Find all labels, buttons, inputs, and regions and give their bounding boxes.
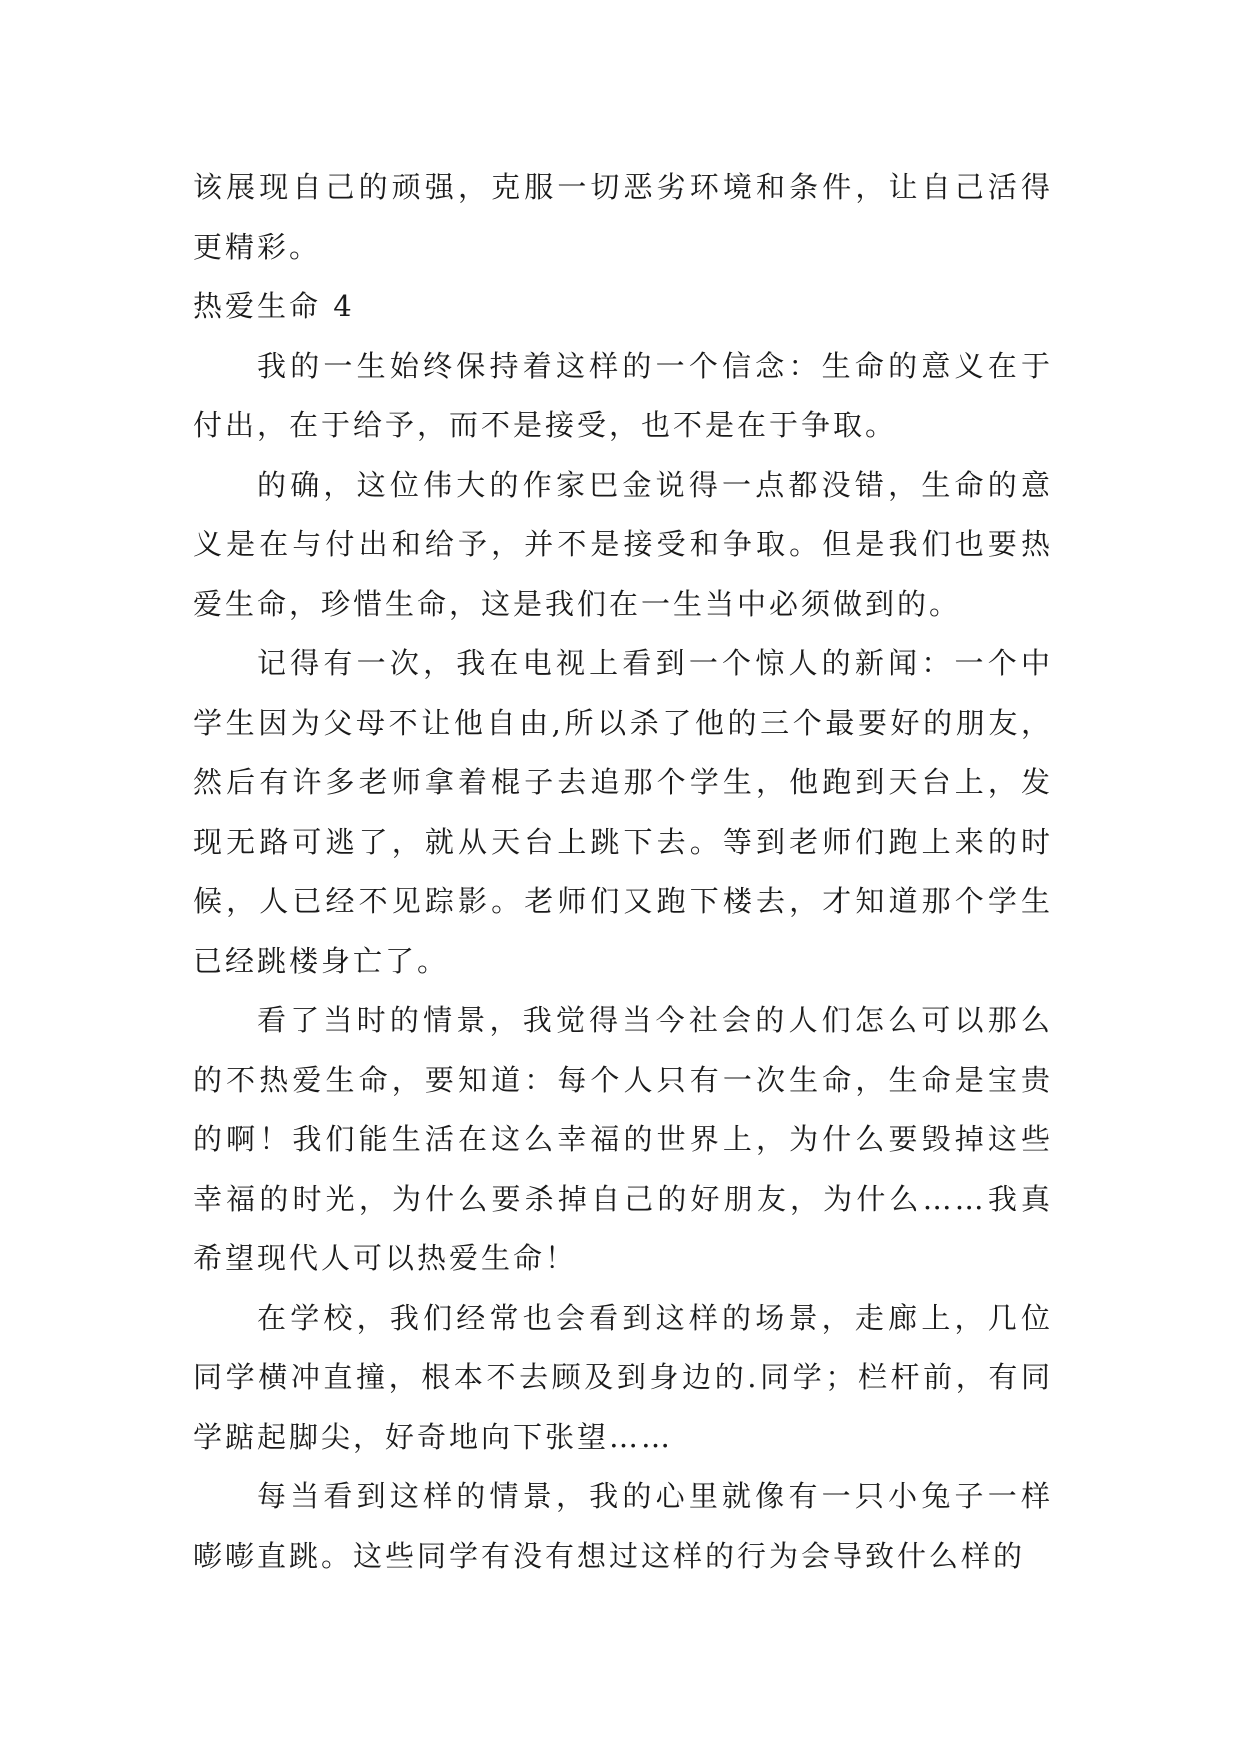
document-body [193, 158, 1053, 1586]
paragraph: 每当看到这样的情景，我的心里就像有一只小兔子一样嘭嘭直跳。这些同学有没有想过这样的行为会导致什么样的 [193, 1479, 1053, 1573]
paragraph: 我的一生始终保持着这样的一个信念：生命的意义在于付出，在于给予，而不是接受，也不是在于争取。 [193, 348, 1053, 442]
paragraph-continuation: 该展现自己的顽强，克服一切恶劣环境和条件，让自己活得更精彩。 [193, 170, 1053, 264]
paragraph: 的确，这位伟大的作家巴金说得一点都没错，生命的意义是在与付出和给予，并不是接受和争取。但是我们也要热爱生命，珍惜生命，这是我们在一生当中必须做到的。 [193, 467, 1053, 621]
paragraph: 记得有一次，我在电视上看到一个惊人的新闻：一个中学生因为父母不让他自由,所以杀了他的三个最要好的朋友，然后有许多老师拿着棍子去追那个学生，他跑到天台上，发现无路可逃了，就从天台上跳下去。等到老师们跑上来的时候，人已经不见踪影。老师们又跑下楼去，才知道那个学生已经跳楼身亡了。 [193, 646, 1053, 978]
paragraph: 看了当时的情景，我觉得当今社会的人们怎么可以那么的不热爱生命，要知道：每个人只有一次生命，生命是宝贵的啊！我们能生活在这么幸福的世界上，为什么要毁掉这些幸福的时光，为什么要杀掉自己的好朋友，为什么……我真希望现代人可以热爱生命！ [193, 1003, 1053, 1275]
section-heading: 热爱生命 4 [193, 289, 355, 323]
paragraph: 在学校，我们经常也会看到这样的场景，走廊上，几位同学横冲直撞，根本不去顾及到身边的.同学；栏杆前，有同学踮起脚尖，好奇地向下张望…… [193, 1300, 1053, 1454]
